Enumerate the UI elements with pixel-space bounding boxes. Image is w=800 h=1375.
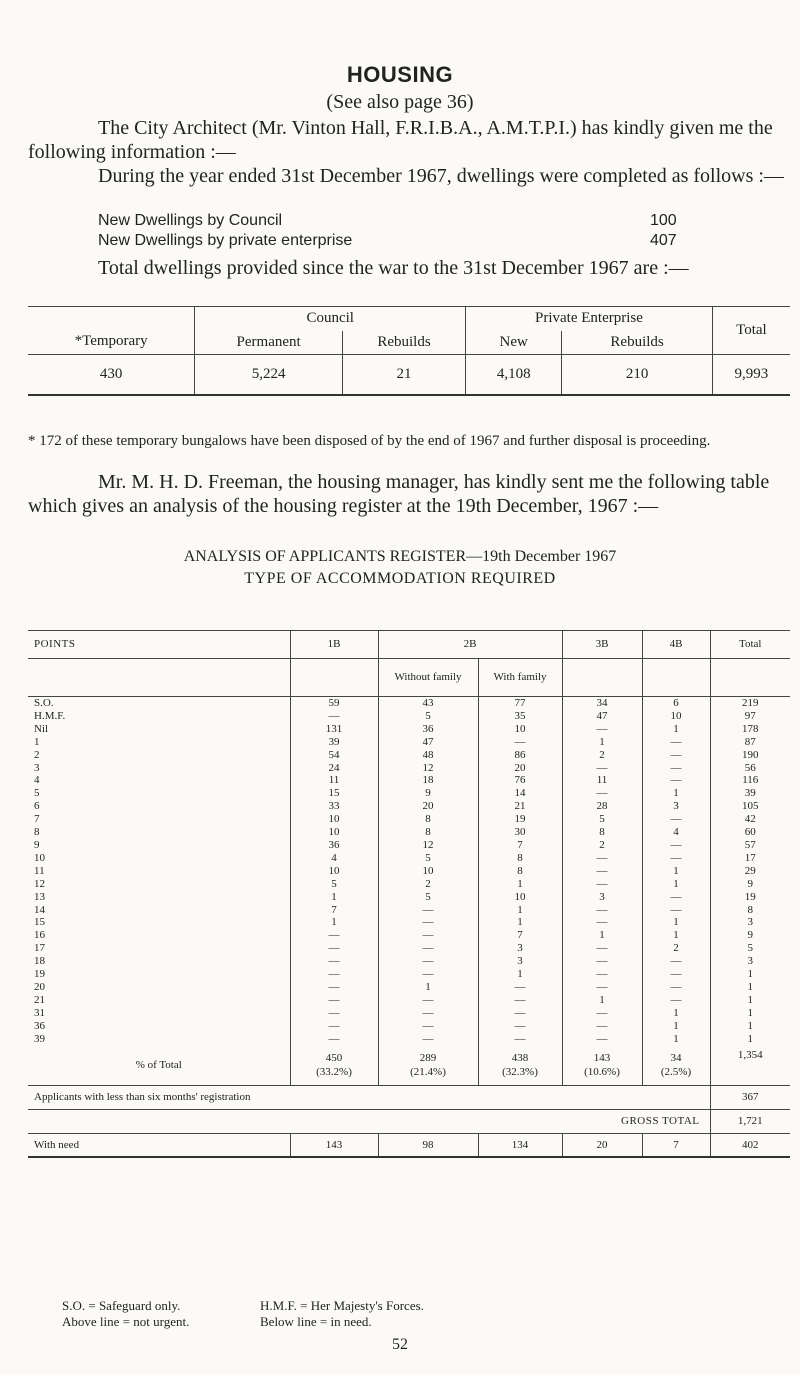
cell-total: 9 [710, 878, 790, 891]
points-label: 3 [34, 761, 40, 774]
cell-2b-with: 1 [478, 968, 562, 981]
cell-total: 8 [710, 904, 790, 917]
need-1b: 143 [290, 1133, 378, 1157]
new-value: 4,108 [466, 355, 562, 395]
cell-2b-with: 1 [478, 878, 562, 891]
cell-2b-with: 7 [478, 929, 562, 942]
temporary-header: *Temporary [28, 307, 195, 355]
cell-3b: 11 [562, 774, 642, 787]
with-need-label: With need [34, 1138, 80, 1151]
cell-3b: 1 [562, 994, 642, 1007]
cell-4b: 1 [642, 878, 710, 891]
cell-total: 116 [710, 774, 790, 787]
rebuilds-header: Rebuilds [342, 331, 465, 355]
cell-3b: 47 [562, 710, 642, 723]
table-row [28, 762, 790, 775]
cell-1b: 10 [290, 826, 378, 839]
cell-1b: — [290, 968, 378, 981]
cell-4b: — [642, 749, 710, 762]
cell-1b: 4 [290, 852, 378, 865]
points-label: 8 [34, 826, 40, 839]
cell-1b: — [290, 1033, 378, 1046]
cell-2b-without: 8 [378, 813, 478, 826]
points-label: 12 [34, 877, 45, 890]
pct-total: 1,354 [710, 1045, 790, 1085]
points-label: 6 [34, 800, 40, 813]
see-also-note: (See also page 36) [326, 91, 474, 113]
total-col-header: Total [710, 631, 790, 659]
cell-total: 57 [710, 839, 790, 852]
table-row [28, 955, 790, 968]
cell-4b: 1 [642, 787, 710, 800]
points-label: 19 [34, 968, 45, 981]
cell-2b-without: 2 [378, 878, 478, 891]
table-row [28, 994, 790, 1007]
completion-paragraph: During the year ended 31st December 1967, dwellings were completed as follows :— [98, 165, 784, 187]
cell-4b: — [642, 968, 710, 981]
cell-2b-without: 9 [378, 787, 478, 800]
cell-total: 9 [710, 929, 790, 942]
cell-2b-with: 30 [478, 826, 562, 839]
cell-total: 19 [710, 891, 790, 904]
cell-2b-without: 5 [378, 852, 478, 865]
cell-1b: 36 [290, 839, 378, 852]
cell-2b-without: — [378, 955, 478, 968]
pct-2b-without: 289 (21.4%) [378, 1045, 478, 1085]
cell-total: 1 [710, 1033, 790, 1046]
cell-3b: — [562, 916, 642, 929]
private-rebuilds-header: Rebuilds [562, 331, 713, 355]
page-number: 52 [392, 1336, 408, 1353]
less-six-months-label: Applicants with less than six months' registration [34, 1091, 251, 1104]
need-total: 402 [710, 1133, 790, 1157]
cell-2b-with: — [478, 1007, 562, 1020]
cell-3b: — [562, 1020, 642, 1033]
total-paragraph: Total dwellings provided since the war to the 31st December 1967 are :— [98, 257, 689, 279]
legend-above-line: Above line = not urgent. [62, 1314, 190, 1329]
cell-2b-with: 77 [478, 697, 562, 710]
analysis-subtitle: TYPE OF ACCOMMODATION REQUIRED [244, 570, 556, 587]
cell-2b-with: — [478, 981, 562, 994]
cell-4b: — [642, 774, 710, 787]
dwellings-council-label: New Dwellings by Council [98, 212, 283, 229]
cell-4b: — [642, 981, 710, 994]
table-row [28, 1020, 790, 1033]
points-label: Nil [34, 722, 49, 735]
cell-3b: 3 [562, 891, 642, 904]
cell-4b: — [642, 839, 710, 852]
cell-2b-without: 12 [378, 762, 478, 775]
points-label: 4 [34, 774, 40, 787]
cell-2b-with: 20 [478, 762, 562, 775]
new-header: New [466, 331, 562, 355]
table-row [28, 787, 790, 800]
table-row [28, 878, 790, 891]
table-row [28, 800, 790, 813]
cell-2b-with: — [478, 736, 562, 749]
table-row [28, 826, 790, 839]
cell-3b: 28 [562, 800, 642, 813]
cell-2b-with: — [478, 1020, 562, 1033]
cell-1b: 10 [290, 813, 378, 826]
cell-2b-without: 43 [378, 697, 478, 710]
cell-total: 5 [710, 942, 790, 955]
cell-4b: — [642, 891, 710, 904]
cell-2b-with: 3 [478, 955, 562, 968]
cell-3b: — [562, 865, 642, 878]
table-row [28, 736, 790, 749]
table-row [28, 723, 790, 736]
cell-2b-without: 20 [378, 800, 478, 813]
cell-3b: — [562, 981, 642, 994]
1b-header: 1B [290, 631, 378, 659]
cell-4b: — [642, 904, 710, 917]
cell-4b: 1 [642, 1020, 710, 1033]
cell-2b-without: — [378, 929, 478, 942]
cell-total: 56 [710, 762, 790, 775]
points-label: 20 [34, 980, 45, 993]
cell-1b: 54 [290, 749, 378, 762]
points-label: 15 [34, 916, 45, 929]
table-row [28, 891, 790, 904]
cell-2b-without: 10 [378, 865, 478, 878]
table-row [28, 774, 790, 787]
cell-3b: — [562, 878, 642, 891]
cell-4b: — [642, 994, 710, 1007]
cell-3b: 8 [562, 826, 642, 839]
points-label: 9 [34, 838, 40, 851]
table-row [28, 852, 790, 865]
rebuilds-value: 21 [342, 355, 465, 395]
permanent-value: 5,224 [195, 355, 343, 395]
need-4b: 7 [642, 1133, 710, 1157]
cell-4b: 3 [642, 800, 710, 813]
without-family-header: Without family [378, 659, 478, 697]
cell-2b-without: — [378, 904, 478, 917]
pct-3b: 143 (10.6%) [562, 1045, 642, 1085]
cell-4b: 1 [642, 723, 710, 736]
cell-total: 1 [710, 981, 790, 994]
cell-2b-without: 36 [378, 723, 478, 736]
private-rebuilds-value: 210 [562, 355, 713, 395]
cell-1b: 59 [290, 697, 378, 710]
points-label: 2 [34, 748, 40, 761]
3b-header: 3B [562, 631, 642, 659]
cell-4b: 2 [642, 942, 710, 955]
cell-2b-with: 1 [478, 916, 562, 929]
legend-so: S.O. = Safeguard only. [62, 1298, 181, 1313]
table-row [28, 904, 790, 917]
cell-total: 3 [710, 916, 790, 929]
legend-below-line: Below line = in need. [260, 1314, 372, 1329]
cell-4b: 1 [642, 1007, 710, 1020]
cell-4b: 10 [642, 710, 710, 723]
cell-2b-with: 14 [478, 787, 562, 800]
points-label: 14 [34, 903, 45, 916]
cell-1b: 131 [290, 723, 378, 736]
points-label: S.O. [34, 697, 54, 709]
cell-total: 178 [710, 723, 790, 736]
private-enterprise-header: Private Enterprise [466, 307, 713, 331]
cell-3b: — [562, 1033, 642, 1046]
points-label: 13 [34, 890, 45, 903]
cell-1b: 1 [290, 916, 378, 929]
cell-2b-with: 35 [478, 710, 562, 723]
cell-2b-without: — [378, 1020, 478, 1033]
cell-total: 60 [710, 826, 790, 839]
cell-total: 1 [710, 994, 790, 1007]
cell-2b-without: — [378, 968, 478, 981]
cell-2b-with: 1 [478, 904, 562, 917]
cell-1b: — [290, 994, 378, 1007]
dwellings-private-value: 407 [650, 232, 677, 249]
cell-total: 3 [710, 955, 790, 968]
cell-1b: 33 [290, 800, 378, 813]
points-label: 16 [34, 929, 45, 942]
table-row [28, 865, 790, 878]
cell-1b: — [290, 710, 378, 723]
cell-1b: 24 [290, 762, 378, 775]
dwellings-council-value: 100 [650, 212, 677, 229]
cell-2b-with: — [478, 1033, 562, 1046]
table-row [28, 1007, 790, 1020]
cell-2b-with: 8 [478, 852, 562, 865]
cell-4b: 1 [642, 865, 710, 878]
cell-1b: 15 [290, 787, 378, 800]
points-label: 10 [34, 851, 45, 864]
cell-4b: — [642, 852, 710, 865]
cell-2b-with: 76 [478, 774, 562, 787]
cell-total: 1 [710, 1007, 790, 1020]
table-row [28, 813, 790, 826]
cell-2b-with: 7 [478, 839, 562, 852]
analysis-table [28, 630, 790, 1158]
cell-2b-with: 10 [478, 723, 562, 736]
cell-4b: — [642, 736, 710, 749]
cell-3b: — [562, 904, 642, 917]
cell-3b: — [562, 968, 642, 981]
table-row [28, 942, 790, 955]
with-family-header: With family [478, 659, 562, 697]
cell-2b-without: — [378, 1033, 478, 1046]
cell-2b-with: — [478, 994, 562, 1007]
2b-header: 2B [378, 631, 562, 659]
cell-1b: 5 [290, 878, 378, 891]
intro-paragraph: The City Architect (Mr. Vinton Hall, F.R.I.B.A., A.M.T.P.I.) has kindly given me the following information :— [28, 117, 773, 163]
cell-3b: 34 [562, 697, 642, 710]
cell-4b: — [642, 762, 710, 775]
cell-2b-without: — [378, 994, 478, 1007]
table-row [28, 839, 790, 852]
less-six-months-value: 367 [710, 1085, 790, 1109]
points-label: 1 [34, 735, 40, 748]
cell-total: 29 [710, 865, 790, 878]
table-row [28, 981, 790, 994]
cell-1b: — [290, 1007, 378, 1020]
cell-3b: — [562, 1007, 642, 1020]
legend-hmf: H.M.F. = Her Majesty's Forces. [260, 1298, 424, 1313]
pct-label: % of Total [135, 1058, 182, 1071]
cell-4b: 1 [642, 1033, 710, 1046]
cell-1b: 10 [290, 865, 378, 878]
cell-1b: 11 [290, 774, 378, 787]
cell-2b-without: 1 [378, 981, 478, 994]
points-label: H.M.F. [34, 709, 66, 722]
cell-total: 87 [710, 736, 790, 749]
cell-2b-with: 8 [478, 865, 562, 878]
cell-3b: 2 [562, 839, 642, 852]
need-2b-without: 98 [378, 1133, 478, 1157]
cell-2b-without: 12 [378, 839, 478, 852]
cell-2b-without: — [378, 1007, 478, 1020]
cell-4b: 4 [642, 826, 710, 839]
cell-total: 17 [710, 852, 790, 865]
cell-1b: 7 [290, 904, 378, 917]
points-label: 7 [34, 813, 40, 826]
page-heading: HOUSING [346, 62, 454, 87]
cell-1b: — [290, 981, 378, 994]
temporary-footnote: * 172 of these temporary bungalows have been disposed of by the end of 1967 and further disposal is proceeding. [28, 433, 711, 449]
cell-2b-with: 19 [478, 813, 562, 826]
dwellings-summary-table [28, 306, 790, 396]
cell-2b-without: — [378, 942, 478, 955]
pct-1b: 450 (33.2%) [290, 1045, 378, 1085]
temporary-value: 430 [99, 365, 123, 382]
cell-1b: — [290, 955, 378, 968]
cell-total: 105 [710, 800, 790, 813]
analysis-title: ANALYSIS OF APPLICANTS REGISTER—19th December 1967 [183, 548, 617, 565]
dwellings-private-label: New Dwellings by private enterprise [98, 232, 353, 249]
total-header: Total [712, 307, 790, 355]
cell-3b: — [562, 762, 642, 775]
council-header: Council [195, 307, 466, 331]
cell-3b: — [562, 852, 642, 865]
permanent-header: Permanent [195, 331, 343, 355]
total-value: 9,993 [712, 355, 790, 395]
cell-2b-without: 48 [378, 749, 478, 762]
table-row [28, 697, 790, 710]
points-label: 11 [34, 864, 45, 877]
cell-3b: 2 [562, 749, 642, 762]
table-row [28, 1033, 790, 1046]
cell-2b-without: 47 [378, 736, 478, 749]
4b-header: 4B [642, 631, 710, 659]
points-label: 31 [34, 1006, 45, 1019]
table-row [28, 916, 790, 929]
cell-total: 1 [710, 1020, 790, 1033]
cell-1b: 39 [290, 736, 378, 749]
cell-2b-with: 21 [478, 800, 562, 813]
cell-3b: — [562, 955, 642, 968]
freeman-paragraph: Mr. M. H. D. Freeman, the housing manager, has kindly sent me the following table which gives an analysis of the housing register at the 19th December, 1967 :— [28, 471, 770, 517]
need-3b: 20 [562, 1133, 642, 1157]
cell-total: 219 [710, 697, 790, 710]
table-row [28, 929, 790, 942]
cell-2b-without: 5 [378, 710, 478, 723]
pct-4b: 34 (2.5%) [642, 1045, 710, 1085]
points-label: 17 [34, 942, 45, 955]
cell-3b: — [562, 787, 642, 800]
table-row [28, 710, 790, 723]
cell-2b-with: 3 [478, 942, 562, 955]
cell-total: 190 [710, 749, 790, 762]
cell-4b: — [642, 955, 710, 968]
cell-3b: 1 [562, 929, 642, 942]
cell-total: 39 [710, 787, 790, 800]
cell-3b: 5 [562, 813, 642, 826]
points-label: 5 [34, 787, 40, 800]
cell-1b: 1 [290, 891, 378, 904]
cell-4b: 1 [642, 916, 710, 929]
points-label: 21 [34, 993, 45, 1006]
table-row [28, 749, 790, 762]
cell-1b: — [290, 1020, 378, 1033]
cell-3b: 1 [562, 736, 642, 749]
cell-4b: 6 [642, 697, 710, 710]
cell-2b-without: 5 [378, 891, 478, 904]
cell-3b: — [562, 942, 642, 955]
need-2b-with: 134 [478, 1133, 562, 1157]
table-row [28, 968, 790, 981]
gross-total-value: 1,721 [710, 1109, 790, 1133]
cell-3b: — [562, 723, 642, 736]
points-label: 18 [34, 955, 45, 968]
cell-1b: — [290, 929, 378, 942]
cell-4b: — [642, 813, 710, 826]
cell-2b-without: 8 [378, 826, 478, 839]
cell-2b-without: 18 [378, 774, 478, 787]
points-label: 36 [34, 1019, 45, 1032]
cell-1b: — [290, 942, 378, 955]
points-label: 39 [34, 1032, 45, 1045]
gross-total-label: GROSS TOTAL [621, 1115, 700, 1128]
cell-total: 97 [710, 710, 790, 723]
cell-2b-without: — [378, 916, 478, 929]
points-header: POINTS [34, 638, 76, 651]
cell-total: 42 [710, 813, 790, 826]
pct-2b-with: 438 (32.3%) [478, 1045, 562, 1085]
cell-2b-with: 86 [478, 749, 562, 762]
cell-4b: 1 [642, 929, 710, 942]
cell-2b-with: 10 [478, 891, 562, 904]
cell-total: 1 [710, 968, 790, 981]
